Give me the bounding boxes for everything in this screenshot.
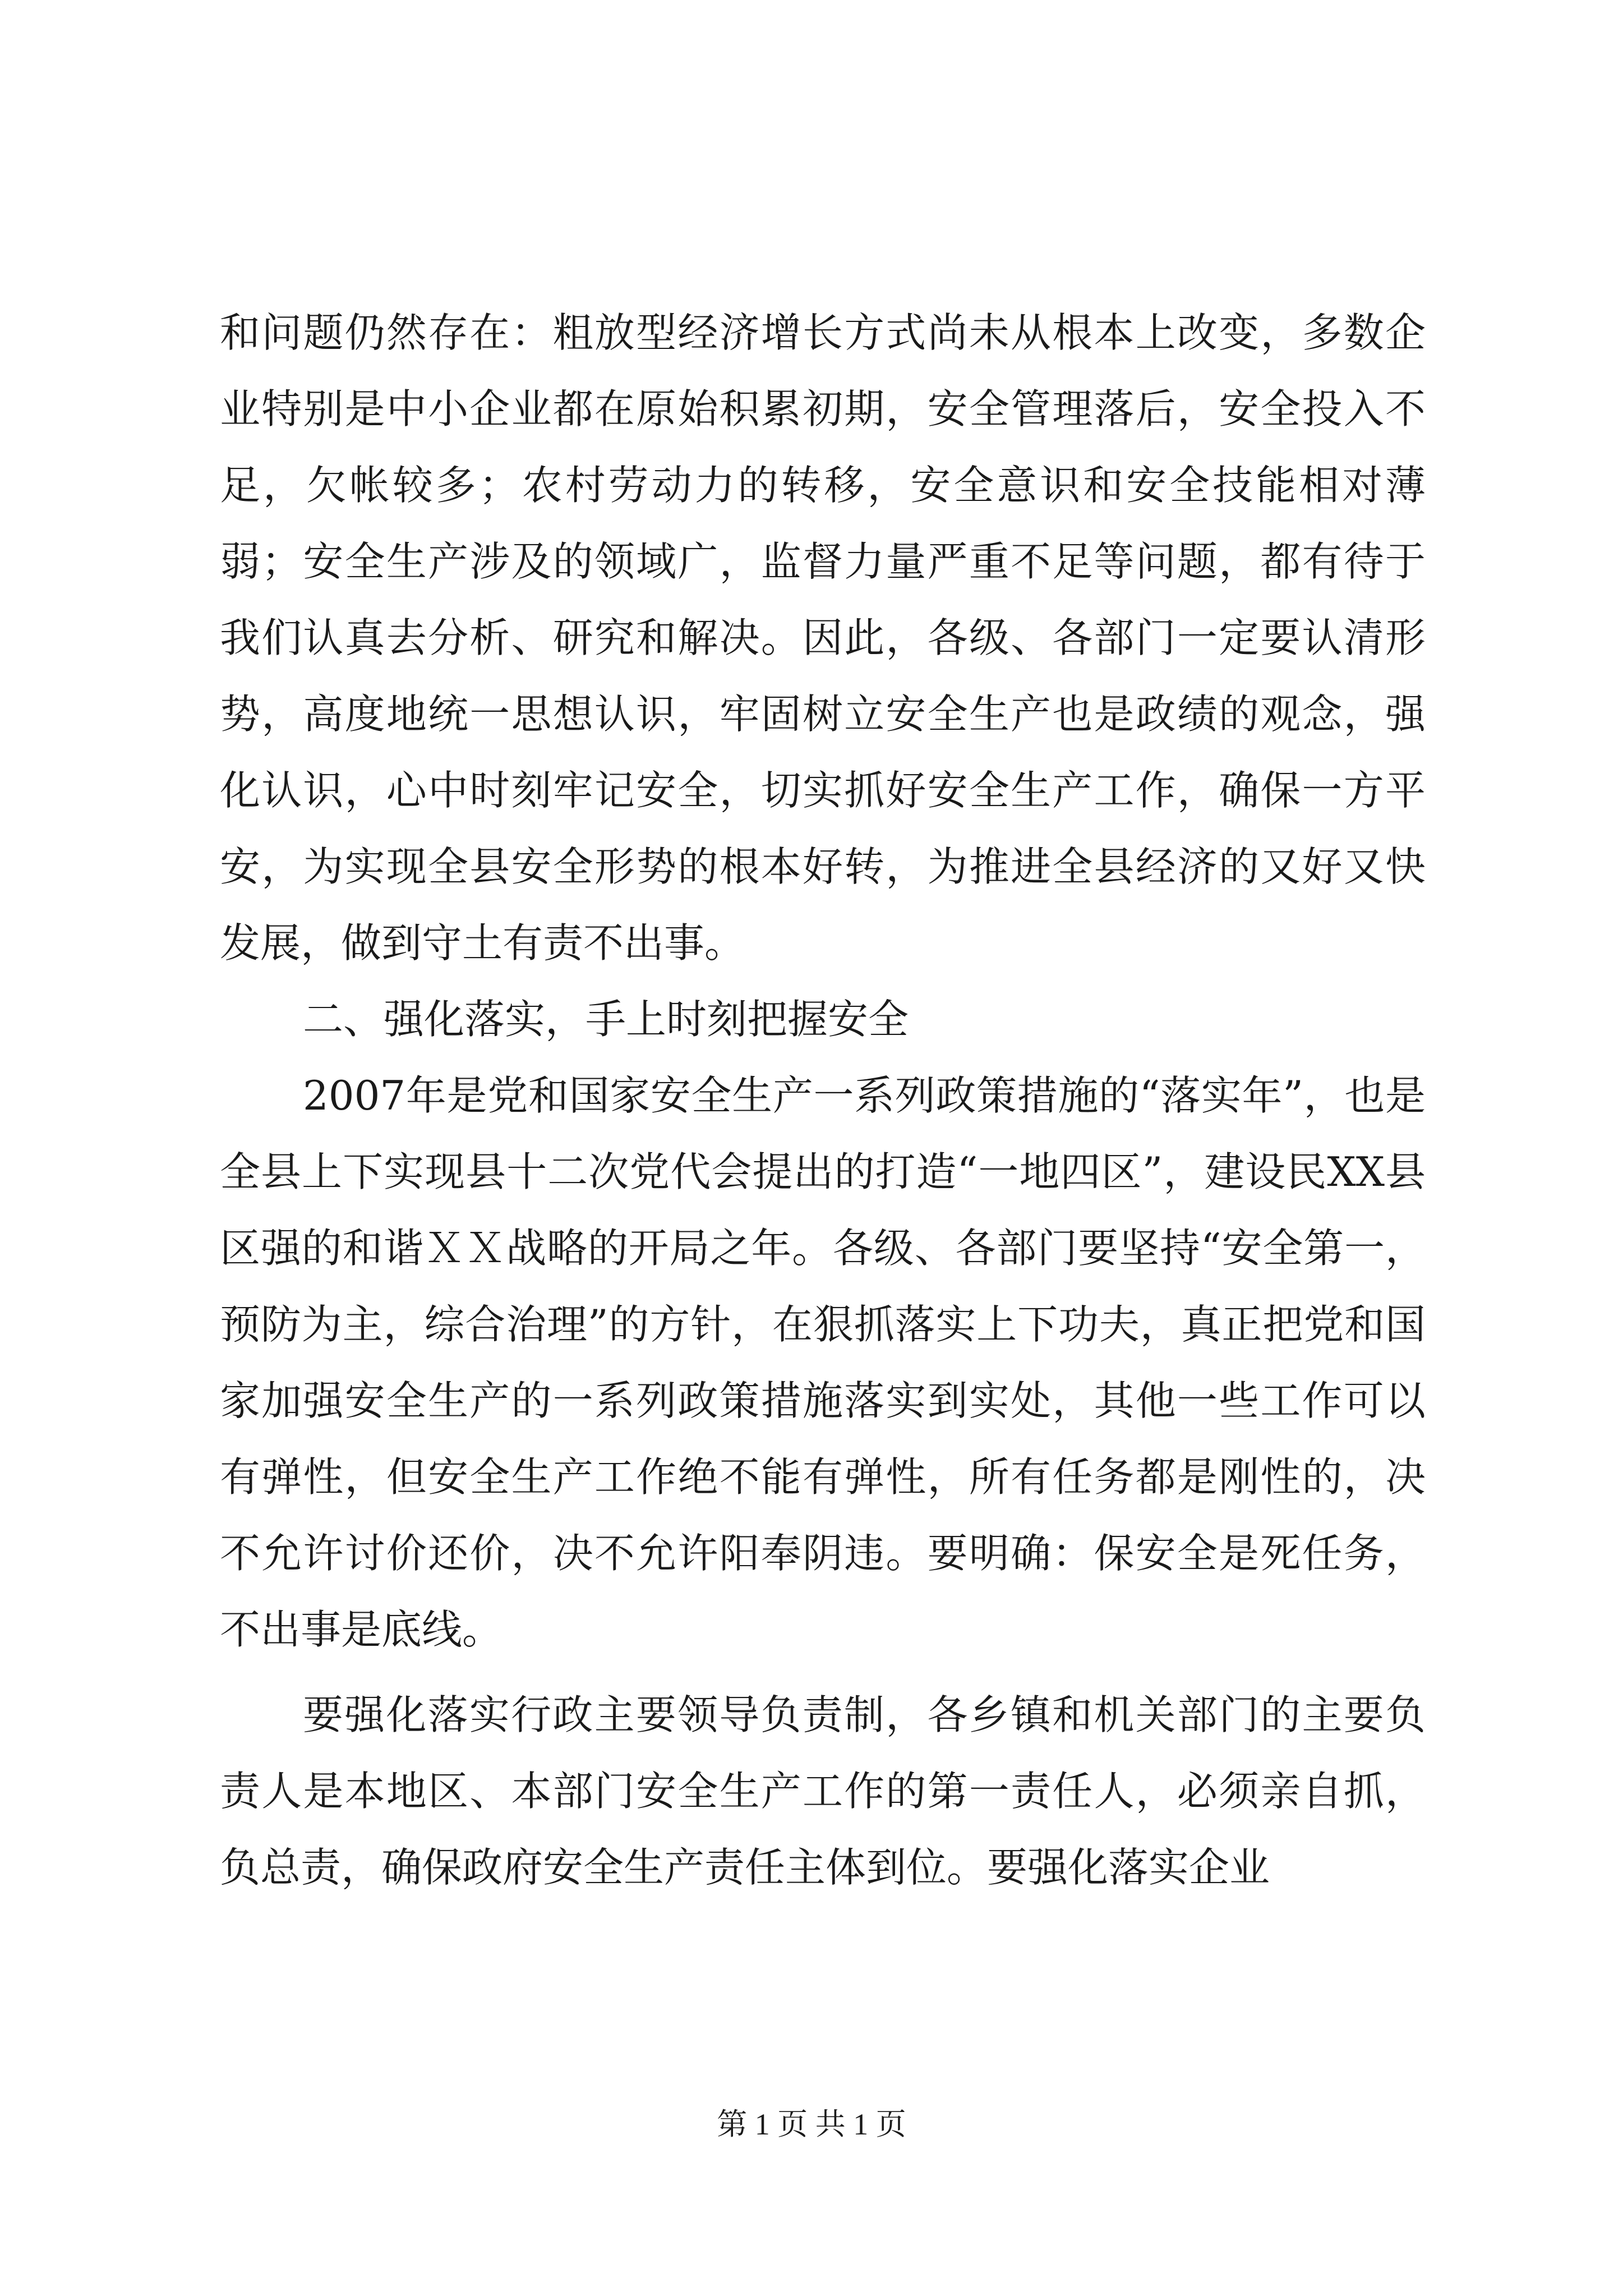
paragraph: 要强化落实行政主要领导负责制，各乡镇和机关部门的主要负责人是本地区、本部门安全生产工作的第一责任人，必须亲自抓，负总责，确保政府安全生产责任主体到位。要强化落实企业 <box>220 1691 1426 1891</box>
paragraph: 2007年是党和国家安全生产一系列政策措施的“落实年”，也是全县上下实现县十二次党代会提出的打造“一地四区”，建设民XX县区强的和谐ＸＸ战略的开局之年。各级、各部门要坚持“安全第一，预防为主，综合治理”的方针，在狠抓落实上下功夫，真正把党和国家加强安全生产的一系列政策措施落实到实处，其他一些工作可以有弹性，但安全生产工作绝不能有弹性，所有任务都是刚性的，决不允许讨价还价，决不允许阳奉阴违。要明确：保安全是死任务，不出事是底线。 <box>220 1072 1426 1653</box>
section-heading: 二、强化落实，手上时刻把握安全 <box>303 996 909 1043</box>
page-footer: 第 1 页 共 1 页 <box>717 2108 906 2141</box>
document-body <box>220 295 1426 1906</box>
paragraph-continuation: 和问题仍然存在：粗放型经济增长方式尚未从根本上改变，多数企业特别是中小企业都在原始积累初期，安全管理落后，安全投入不足，欠帐较多；农村劳动力的转移，安全意识和安全技能相对薄弱；安全生产涉及的领域广，监督力量严重不足等问题，都有待于我们认真去分析、研究和解决。因此，各级、各部门一定要认清形势，高度地统一思想认识，牢固树立安全生产也是政绩的观念，强化认识，心中时刻牢记安全，切实抓好安全生产工作，确保一方平安，为实现全县安全形势的根本好转，为推进全县经济的又好又快发展，做到守土有责不出事。 <box>220 309 1426 967</box>
